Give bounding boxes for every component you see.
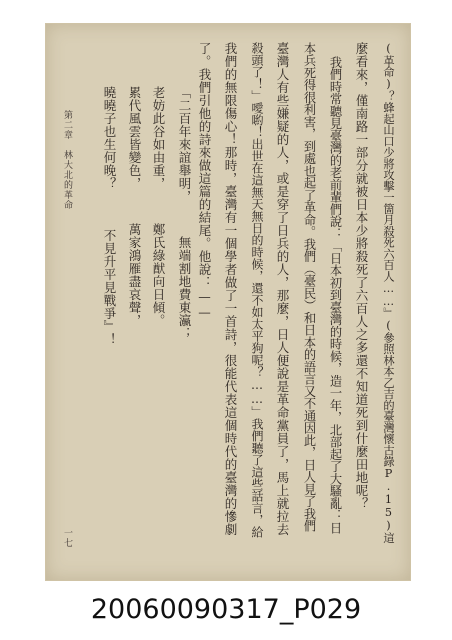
text-column-8: 了。我們引他的詩來做這篇的結尾。他說：—— — [197, 42, 212, 320]
text-column-4: 本兵死得很利害，到處也起了革命。我們（臺民）和日本的語言又不通因此，日人見了我們 — [302, 42, 316, 532]
poem-line-4: 曉曉子也生何晚？ 不見升平見戰爭』！ — [102, 86, 117, 346]
text-column-1: (革命)？蜂起山口少將攻擊一箇月殺死六百人……』(參照林本乙吉的臺灣懷古錄P.15)這 — [382, 42, 395, 544]
text-column-2: 麼看來，僅南路一部分就被日本少將殺死了六百人之多還不知道死到什麼田地呢？ — [354, 42, 369, 510]
page-number: 一七 — [62, 528, 72, 548]
text-column-6: 殺頭了！」噯喲！出世在這無天無日的時候，還不如太平狗呢？……」我們聽了這些話言，給 — [250, 42, 264, 538]
text-column-5: 臺灣人有些嫌疑的人，或是穿了日兵的人，那麼，日人便說是革命黨員了，馬上就拉去 — [275, 42, 290, 536]
poem-line-1: 「二百年來誼舉明， 無端割地費東瀛； — [177, 86, 192, 340]
chapter-header: 第二章 林大北的革命 — [62, 110, 72, 210]
text-column-3: 我們時常聽見臺灣的老前輩們說：「日本初到臺灣的時候，造一年，北部起了大騷亂：日 — [328, 56, 342, 534]
text-column-7: 我們的無限傷心！那時，臺灣有一個學者做了一首詩，很能代表這個時代的臺灣的慘劇 — [223, 42, 238, 536]
image-caption: 20060090317_P029 — [90, 594, 362, 625]
poem-line-3: 累代風雲皆變色， 萬家鴻雁盡哀聲， — [127, 86, 142, 327]
book-page — [46, 24, 410, 580]
poem-line-2: 老妨此谷如由重， 鄭氏綠猷向日傾。 — [151, 86, 166, 327]
